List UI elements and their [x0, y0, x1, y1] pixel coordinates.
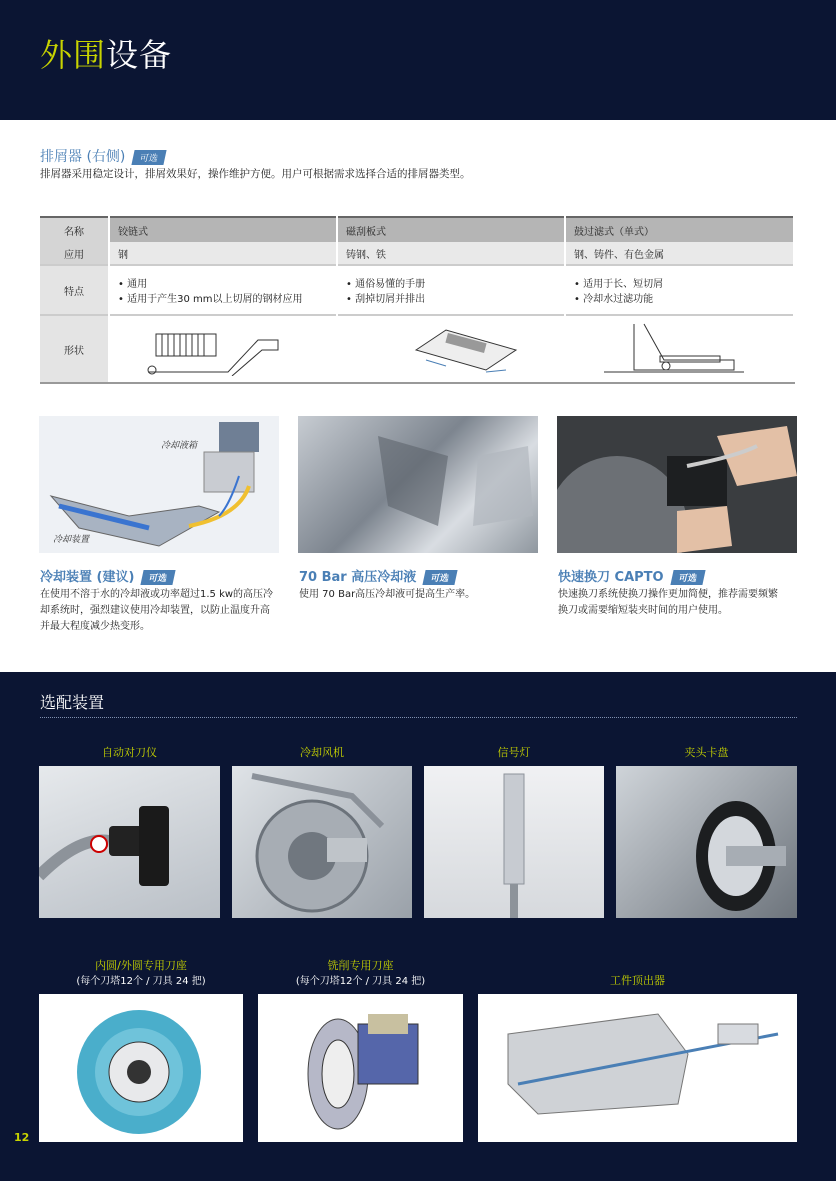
table-header-cell: 鼓过滤式（单式）: [565, 217, 794, 242]
table-cell: • 通俗易懂的手册 • 刮掉切屑并排出: [337, 265, 565, 315]
option-label: 工件顶出器: [610, 974, 665, 987]
option-label: 信号灯: [497, 746, 531, 759]
high-pressure-coolant-image: [298, 416, 538, 553]
feature-text: 快速换刀系统使换刀操作更加简便，推荐需要频繁 换刀或需要缩短装夹时间的用户使用。: [558, 589, 778, 616]
cooling-fan-image: [232, 766, 412, 918]
chip-conveyor-heading: 排屑器 (右侧) 可选: [40, 146, 165, 166]
table-cell: • 通用 • 适用于产生30 mm以上切屑的钢材应用: [109, 265, 337, 315]
collet-chuck-image: [616, 766, 797, 918]
tool-presetter-image: [39, 766, 220, 918]
optional-badge: 可选: [132, 150, 167, 165]
table-header-cell: 磁刮板式: [337, 217, 565, 242]
page-number: 12: [14, 1131, 30, 1144]
table-cell: 特点: [40, 265, 109, 315]
optional-badge: 可选: [423, 570, 458, 585]
table-cell: 铸钢、铁: [337, 242, 565, 265]
table-header-cell: 铰链式: [109, 217, 337, 242]
milling-tool-holder-image: [258, 994, 463, 1142]
quick-tool-change-image: [557, 416, 797, 553]
option-sublabel: (每个刀塔12个 / 刀具 24 把): [76, 976, 206, 987]
table-cell: 钢: [109, 242, 337, 265]
table-cell: • 适用于长、短切屑 • 冷却水过滤功能: [565, 265, 794, 315]
option-label: 自动对刀仪: [102, 746, 157, 759]
table-cell: 应用: [40, 242, 109, 265]
hinge-conveyor-diagram: [109, 315, 337, 383]
feature-title: 冷却装置 (建议) 可选: [40, 566, 174, 585]
conveyor-spec-table: [40, 216, 795, 384]
table-cell: 钢、铸件、有色金属: [565, 242, 794, 265]
header-band: [0, 0, 836, 120]
feature-title: 70 Bar 高压冷却液 可选: [299, 566, 456, 585]
option-label: 冷却风机: [300, 746, 344, 759]
drum-filter-conveyor-diagram: [565, 315, 794, 383]
option-label: 夹头卡盘: [684, 746, 729, 759]
options-heading: 选配装置: [40, 693, 105, 712]
part-ejector-image: [478, 994, 797, 1142]
option-label: 铣削专用刀座: [327, 959, 394, 972]
optional-badge: 可选: [670, 570, 705, 585]
option-label: 内圆/外圆专用刀座: [95, 959, 187, 972]
magnetic-conveyor-diagram: [337, 315, 565, 383]
table-cell: 形状: [40, 315, 109, 383]
chip-conveyor-desc: 排屑器采用稳定设计，排屑效果好，操作维护方便。用户可根据需求选择合适的排屑器类型。: [40, 168, 471, 180]
feature-title: 快速换刀 CAPTO 可选: [558, 566, 704, 585]
feature-text: 在使用不溶于水的冷却液或功率超过1.5 kw的高压冷 却系统时，强烈建议使用冷却装置，以防止温度升高 并最大程度减少热变形。: [40, 589, 274, 632]
id-od-tool-holder-image: [39, 994, 243, 1142]
page-title: 外围设备: [40, 36, 173, 74]
feature-text: 使用 70 Bar高压冷却液可提高生产率。: [299, 589, 476, 600]
dotted-divider: [40, 717, 797, 718]
table-header-cell: 名称: [40, 217, 109, 242]
cooling-unit-image: 冷却液箱 冷却装置: [39, 416, 279, 553]
signal-light-image: [424, 766, 604, 918]
option-sublabel: (每个刀塔12个 / 刀具 24 把): [295, 976, 426, 987]
optional-badge: 可选: [141, 570, 176, 585]
